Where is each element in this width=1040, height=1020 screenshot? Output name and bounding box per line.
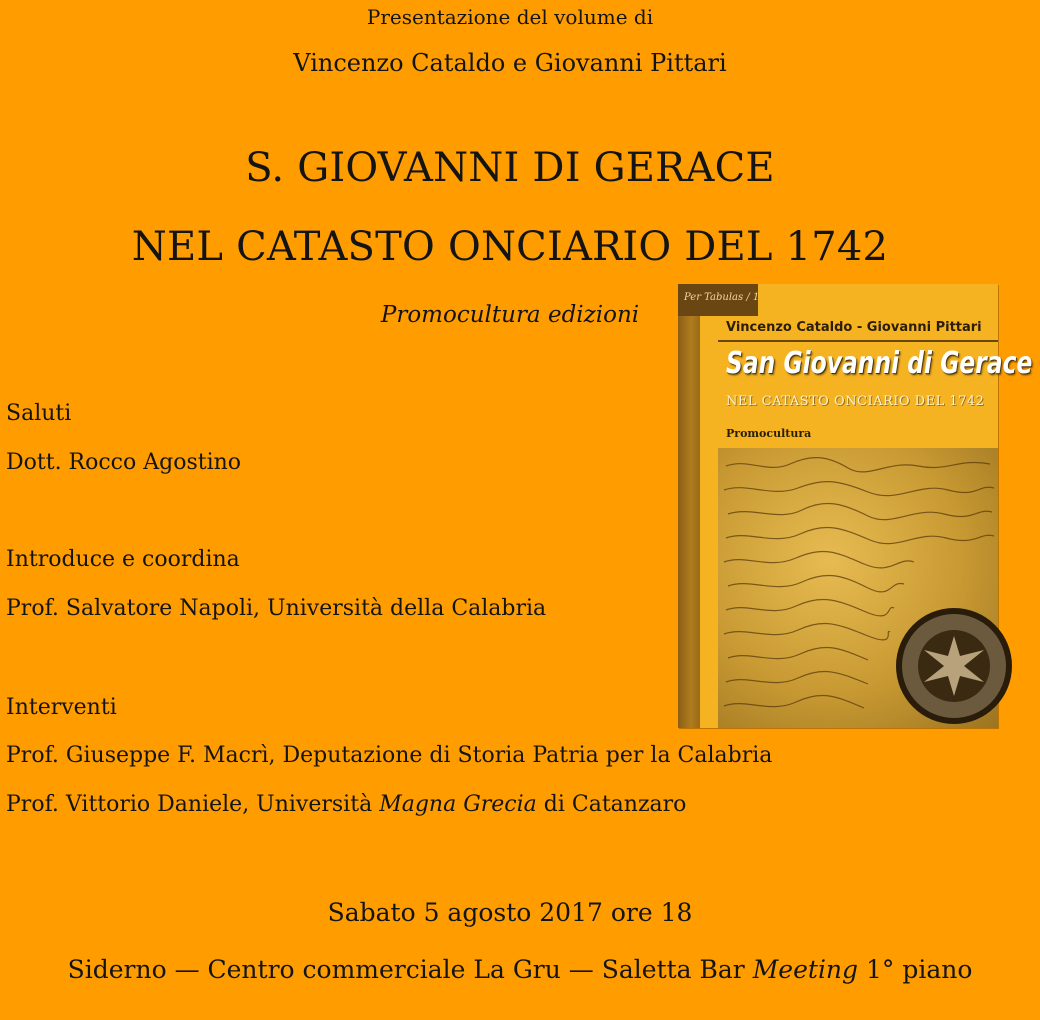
- seal-illustration: [894, 606, 1014, 726]
- cover-publisher: Promocultura: [726, 427, 812, 440]
- event-place-suffix: 1° piano: [858, 955, 973, 984]
- intro-heading: Introduce e coordina: [6, 547, 240, 572]
- cover-divider: [718, 340, 998, 342]
- talk-1: Prof. Giuseppe F. Macrì, Deputazione di Storia Patria per la Calabria: [6, 743, 773, 768]
- intro-line: Presentazione del volume di: [366, 5, 654, 29]
- event-place: [0, 955, 1040, 984]
- talk-2-suffix: di Catanzaro: [536, 792, 687, 817]
- intro-speaker: Prof. Salvatore Napoli, Università della Calabria: [6, 596, 547, 621]
- talk-2-prefix: Prof. Vittorio Daniele, Università: [6, 792, 380, 817]
- title-line-1: S. GIOVANNI DI GERACE: [245, 145, 775, 191]
- talk-2-italic: Magna Grecia: [379, 792, 537, 817]
- talks-heading: Interventi: [6, 695, 117, 720]
- cover-authors: Vincenzo Cataldo - Giovanni Pittari: [726, 320, 982, 335]
- greetings-speaker: Dott. Rocco Agostino: [6, 450, 242, 475]
- event-place-italic: Meeting: [752, 955, 859, 984]
- greetings-heading: Saluti: [6, 401, 72, 426]
- book-cover-image: [678, 284, 1033, 728]
- authors-line: Vincenzo Cataldo e Giovanni Pittari: [293, 49, 727, 77]
- cover-title: San Giovanni di Gerace: [726, 346, 1033, 381]
- publisher-line: Promocultura edizioni: [380, 302, 640, 328]
- series-band: [678, 284, 758, 316]
- talk-2: [6, 792, 686, 817]
- book-spine: [678, 284, 700, 728]
- event-place-prefix: Siderno — Centro commerciale La Gru — Saletta Bar: [67, 955, 753, 984]
- manuscript-illustration: [718, 448, 998, 728]
- series-label: Per Tabulas / 1: [684, 292, 760, 303]
- title-line-2: NEL CATASTO ONCIARIO DEL 1742: [131, 224, 889, 270]
- cover-subtitle: NEL CATASTO ONCIARIO DEL 1742: [726, 394, 985, 409]
- event-date: Sabato 5 agosto 2017 ore 18: [327, 898, 693, 927]
